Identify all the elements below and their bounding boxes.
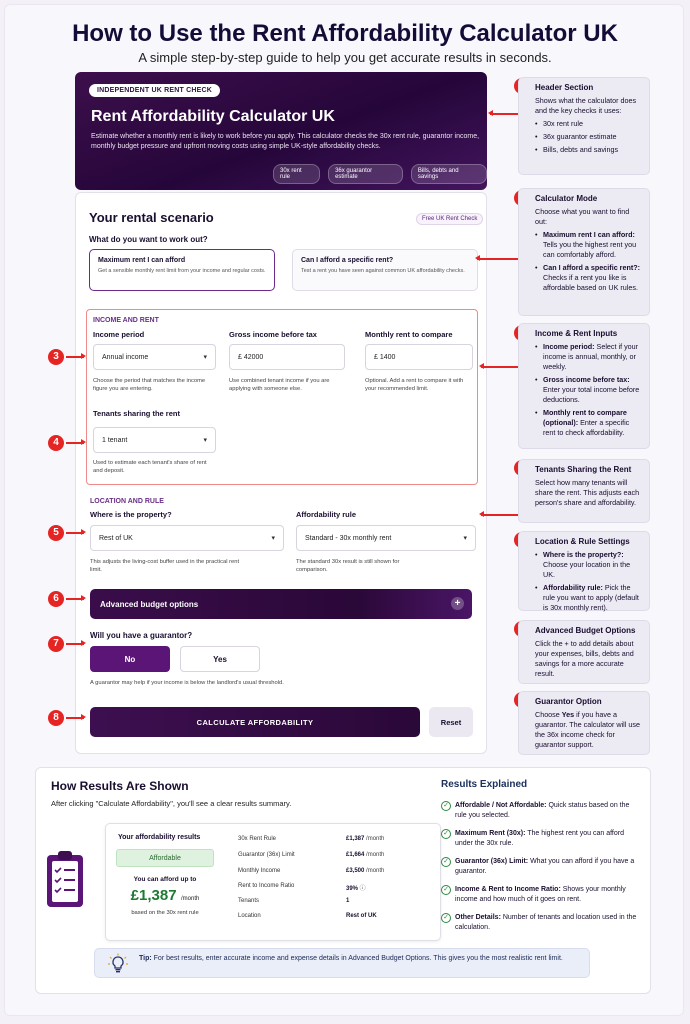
connector-income — [481, 366, 518, 368]
row-label: Rent to Income Ratio — [238, 883, 295, 889]
plus-icon[interactable]: + — [451, 597, 464, 610]
note-location-item: • Affordability rule: Pick the rule you want to apply (default is 30x monthly rent). — [535, 583, 643, 613]
results-title: How Results Are Shown — [51, 779, 189, 793]
explained-item: ✓ Income & Rent to Income Ratio: Shows your monthly income and how much of it goes on rent. — [441, 885, 641, 905]
income-period-hint: Choose the period that matches the income figure you are entering. — [93, 378, 206, 392]
note-income-title: Income & Rent Inputs — [535, 329, 618, 338]
note-guarantor-body: Choose Yes if you have a guarantor. The calculator will use the 36x income check for guarantor support. — [535, 710, 640, 749]
reset-button[interactable]: Reset — [429, 707, 473, 737]
afford-amount-unit: /month — [181, 896, 200, 902]
chevron-down-icon: ▾ — [203, 354, 207, 361]
tenants-label: Tenants sharing the rent — [93, 409, 180, 418]
marker-arrow — [66, 643, 84, 645]
monthly-rent-value: £ 1400 — [374, 353, 396, 361]
guarantor-question: Will you have a guarantor? — [90, 631, 193, 640]
tenants-hint: Used to estimate each tenant's share of rent and deposit. — [93, 460, 207, 474]
gross-income-input[interactable] — [229, 344, 345, 370]
check-icon: ✓ — [441, 857, 451, 867]
chip-30x: 30x rent rule — [273, 164, 320, 184]
note-calculator-mode — [518, 188, 650, 316]
where-select[interactable] — [90, 525, 284, 551]
mode-max-rent[interactable] — [89, 249, 275, 291]
gross-income-value: £ 42000 — [238, 353, 264, 361]
where-label: Where is the property? — [90, 510, 172, 519]
marker-arrow — [66, 598, 84, 600]
results-subtitle: After clicking "Calculate Affordability", you'll see a clear results summary. — [51, 799, 292, 808]
gross-income-label: Gross income before tax — [229, 330, 317, 339]
note-tenants — [518, 459, 650, 523]
connector-location — [481, 514, 518, 516]
note-advanced-title: Advanced Budget Options — [535, 626, 636, 635]
lightbulb-icon — [107, 953, 129, 975]
note-tenants-title: Tenants Sharing the Rent — [535, 465, 632, 474]
marker-4-left: 4 — [48, 435, 64, 451]
rule-value: Standard - 30x monthly rent — [305, 534, 392, 542]
marker-arrow — [66, 356, 84, 358]
note-header-item: • Bills, debts and savings — [535, 145, 643, 155]
row-value: £3,500 /month — [346, 868, 385, 874]
check-icon: ✓ — [441, 801, 451, 811]
note-advanced-body: Click the + to add details about your expenses, bills, debts and savings for a more accurate result. — [535, 639, 634, 678]
advanced-budget-label: Advanced budget options — [100, 599, 199, 609]
explained-item: ✓ Other Details: Number of tenants and location used in the calculation. — [441, 913, 641, 933]
income-period-value: Annual income — [102, 353, 149, 361]
tenants-select[interactable] — [93, 427, 216, 453]
note-advanced — [518, 620, 650, 684]
guarantor-no-button[interactable]: No — [90, 646, 170, 672]
summary-title: Your affordability results — [118, 834, 201, 841]
tip-banner — [94, 948, 590, 978]
afford-lead: You can afford up to — [133, 876, 197, 883]
note-header-section — [518, 77, 650, 175]
check-icon: ✓ — [441, 885, 451, 895]
afford-amount-value: £1,387 — [130, 887, 177, 904]
note-income-item: • Monthly rent to compare (optional): Enter a specific rent to check affordability. — [535, 408, 643, 438]
header-title: Rent Affordability Calculator UK — [91, 108, 335, 125]
mode-specific-rent-desc: Test a rent you have seen against common UK affordability checks. — [301, 268, 465, 274]
chip-36x: 36x guarantor estimate — [328, 164, 403, 184]
monthly-rent-hint: Optional. Add a rent to compare it with your recommended limit. — [365, 378, 464, 392]
mode-question: What do you want to work out? — [89, 235, 208, 244]
note-income-item: • Gross income before tax: Enter your total income before deductions. — [535, 375, 643, 405]
note-mode-item: • Maximum rent I can afford: Tells you the highest rent you can comfortably afford. — [535, 230, 643, 260]
mode-specific-rent-title: Can I afford a specific rent? — [301, 257, 394, 264]
where-value: Rest of UK — [99, 534, 133, 542]
mode-max-rent-desc: Get a sensible monthly rent limit from your income and regular costs. — [98, 268, 266, 274]
income-period-select[interactable] — [93, 344, 216, 370]
marker-7-left: 7 — [48, 636, 64, 652]
chevron-down-icon: ▾ — [203, 437, 207, 444]
row-label: 30x Rent Rule — [238, 836, 277, 842]
marker-5-left: 5 — [48, 525, 64, 541]
header-badge: INDEPENDENT UK RENT CHECK — [89, 84, 220, 97]
row-value: £1,664 /month — [346, 852, 385, 858]
note-mode-intro: Choose what you want to find out: — [535, 207, 630, 226]
tenants-value: 1 tenant — [102, 436, 128, 444]
page-subtitle: A simple step-by-step guide to help you get accurate results in seconds. — [138, 50, 552, 65]
form-title: Your rental scenario — [89, 210, 214, 225]
note-guarantor-title: Guarantor Option — [535, 697, 602, 706]
results-summary-card — [105, 823, 441, 941]
row-label: Location — [238, 913, 261, 919]
check-icon: ✓ — [441, 829, 451, 839]
results-section — [35, 767, 651, 994]
row-label: Tenants — [238, 898, 260, 904]
explained-item: ✓ Maximum Rent (30x): The highest rent you can afford under the 30x rule. — [441, 829, 641, 849]
clipboard-icon — [45, 849, 85, 909]
note-header-item: • 36x guarantor estimate — [535, 132, 643, 142]
free-pill: Free UK Rent Check — [416, 213, 483, 225]
tip-text: For best results, enter accurate income and expense details in Advanced Budget Options. This gives you the most realistic rent limit. — [151, 955, 563, 962]
rule-select[interactable] — [296, 525, 476, 551]
explained-item: ✓ Guarantor (36x) Limit: What you can afford if you have a guarantor. — [441, 857, 641, 877]
row-value: Rest of UK — [346, 913, 377, 919]
marker-arrow — [66, 532, 84, 534]
note-location — [518, 531, 650, 611]
mode-max-rent-title: Maximum rent I can afford — [98, 257, 186, 264]
row-value: £1,387 /month — [346, 836, 385, 842]
note-mode-item: • Can I afford a specific rent?: Checks if a rent you like is affordable based on UK rules. — [535, 263, 643, 293]
guarantor-yes-button[interactable]: Yes — [180, 646, 260, 672]
note-location-title: Location & Rule Settings — [535, 537, 630, 546]
mode-specific-rent[interactable] — [292, 249, 478, 291]
row-label: Monthly Income — [238, 868, 281, 874]
status-badge: Affordable — [116, 849, 214, 867]
tip-label: Tip: — [139, 955, 152, 962]
row-value: 1 — [346, 898, 350, 904]
note-header-intro: Shows what the calculator does and the key checks it uses: — [535, 96, 637, 115]
check-icon: ✓ — [441, 913, 451, 923]
note-income-item: • Income period: Select if your income is annual, monthly, or weekly. — [535, 342, 643, 372]
monthly-rent-input[interactable] — [365, 344, 473, 370]
income-section-title: INCOME AND RENT — [93, 317, 159, 324]
location-section-title: LOCATION AND RULE — [90, 498, 164, 505]
note-header-title: Header Section — [535, 83, 594, 92]
guarantor-hint: A guarantor may help if your income is below the landlord's usual threshold. — [90, 680, 284, 686]
connector-header — [490, 113, 518, 115]
connector-mode — [477, 258, 518, 260]
marker-3-left: 3 — [48, 349, 64, 365]
note-income-inputs — [518, 323, 650, 449]
rule-hint: The standard 30x result is still shown for comparison. — [296, 559, 400, 573]
income-period-label: Income period — [93, 330, 145, 339]
marker-8-left: 8 — [48, 710, 64, 726]
rental-scenario-form — [75, 192, 487, 754]
chip-bills: Bills, debts and savings — [411, 164, 487, 184]
explained-item: ✓ Affordable / Not Affordable: Quick status based on the rule you selected. — [441, 801, 641, 821]
page-title: How to Use the Rent Affordability Calculator UK — [72, 20, 618, 47]
chevron-down-icon: ▾ — [271, 535, 275, 542]
note-guarantor — [518, 691, 650, 755]
monthly-rent-label: Monthly rent to compare — [365, 330, 453, 339]
calculator-header — [75, 72, 487, 190]
calculate-button[interactable]: CALCULATE AFFORDABILITY — [90, 707, 420, 737]
note-mode-title: Calculator Mode — [535, 194, 598, 203]
rule-label: Affordability rule — [296, 510, 357, 519]
header-chips — [273, 164, 487, 184]
afford-basis: based on the 30x rent rule — [131, 910, 199, 916]
marker-6-left: 6 — [48, 591, 64, 607]
note-header-item: • 30x rent rule — [535, 119, 643, 129]
marker-arrow — [66, 717, 84, 719]
header-description: Estimate whether a monthly rent is likely to work before you apply. This calculator checks the 30x rent rule, guarantor income, monthly budget pressure and upfront moving costs using simple UK-style affordability checks. — [91, 133, 480, 150]
row-label: Guarantor (36x) Limit — [238, 852, 295, 858]
gross-income-hint: Use combined tenant income if you are applying with someone else. — [229, 378, 330, 392]
note-location-item: • Where is the property?: Choose your location in the UK. — [535, 550, 643, 580]
chevron-down-icon: ▾ — [463, 535, 467, 542]
results-explained-title: Results Explained — [441, 779, 528, 790]
note-tenants-body: Select how many tenants will share the rent. This adjusts each person's share and affordability. — [535, 478, 640, 507]
row-value: 39% ⓘ — [346, 886, 366, 892]
afford-amount — [116, 887, 214, 905]
where-hint: This adjusts the living-cost buffer used in the practical rent limit. — [90, 559, 240, 573]
advanced-budget-toggle[interactable] — [90, 589, 472, 619]
marker-arrow — [66, 442, 84, 444]
